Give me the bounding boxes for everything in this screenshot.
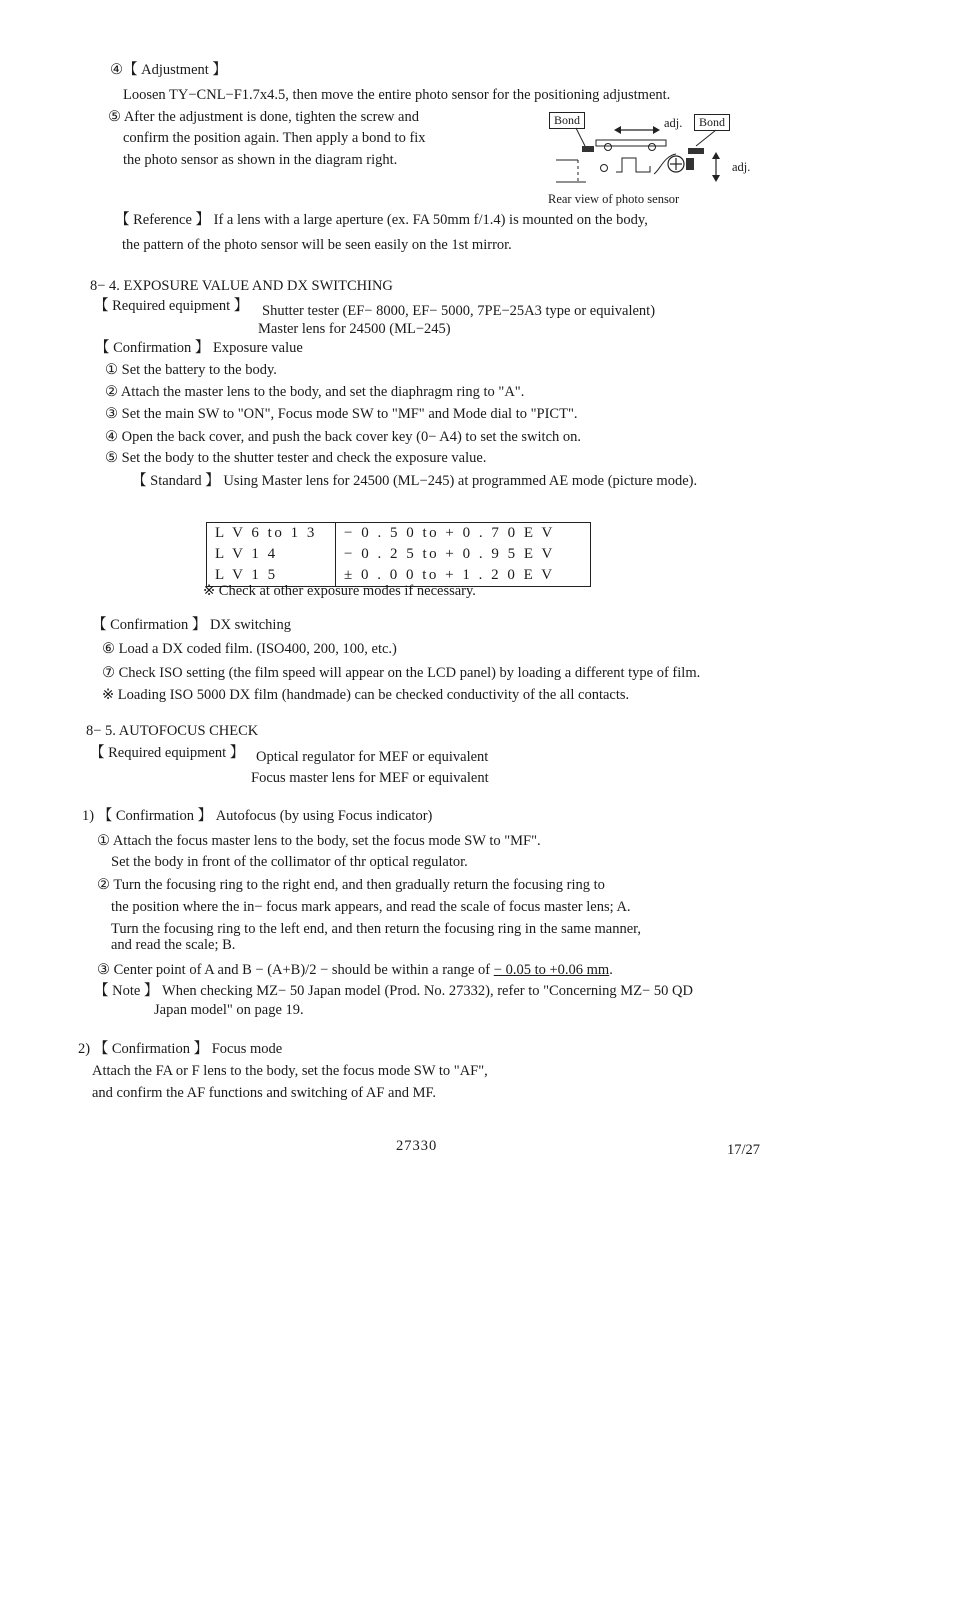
- table-row: [207, 523, 591, 545]
- reference-line-2: the pattern of the photo sensor will be seen easily on the 1st mirror.: [122, 237, 512, 253]
- photo-sensor-drawing: [556, 110, 746, 190]
- required-equipment-2-8-5: Focus master lens for MEF or equivalent: [251, 770, 489, 786]
- ev-tolerance-cell: − 0 . 2 5 to + 0 . 9 5 E V: [344, 546, 555, 562]
- step5-line-3: the photo sensor as shown in the diagram right.: [123, 152, 398, 168]
- exposure-step-3: ③ Set the main SW to "ON", Focus mode SW to "MF" and Mode dial to "PICT".: [105, 406, 578, 422]
- bond-label-right: Bond: [694, 114, 730, 131]
- required-equipment-1-8-5: Optical regulator for MEF or equivalent: [256, 749, 489, 765]
- step3-range: − 0.05 to +0.06 mm: [493, 962, 610, 978]
- dx-note: ※ Loading ISO 5000 DX film (handmade) can be checked conductivity of the all contacts.: [102, 687, 630, 703]
- required-equipment-2-8-4: Master lens for 24500 (ML−245): [258, 321, 451, 337]
- step3-suffix: .: [609, 962, 613, 978]
- standard-line: 【 Standard 】 Using Master lens for 24500 (ML−245) at programmed AE mode (picture mode).: [132, 473, 698, 489]
- autofocus-heading: 1) 【 Confirmation 】 Autofocus (by using Focus indicator): [82, 808, 433, 824]
- dx-step-6: ⑥ Load a DX coded film. (ISO400, 200, 100, etc.): [102, 641, 397, 657]
- required-equipment-label-8-4: 【 Required equipment 】: [94, 298, 249, 314]
- page-number: 17/27: [727, 1142, 761, 1158]
- focus-mode-line-2: and confirm the AF functions and switching of AF and MF.: [92, 1085, 436, 1101]
- section-8-4-heading: 8− 4. EXPOSURE VALUE AND DX SWITCHING: [90, 278, 393, 294]
- step5-line-1: ⑤ After the adjustment is done, tighten the screw and: [108, 109, 419, 125]
- autofocus-line-2: Set the body in front of the collimator of thr optical regulator.: [111, 854, 468, 870]
- focus-mode-line-1: Attach the FA or F lens to the body, set the focus mode SW to "AF",: [92, 1063, 488, 1079]
- diagram-caption: Rear view of photo sensor: [548, 192, 680, 206]
- required-equipment-label-8-5: 【 Required equipment 】: [90, 745, 245, 761]
- ev-range-cell: L V 6 to 1 3: [207, 523, 336, 545]
- confirmation-dx-heading: 【 Confirmation 】 DX switching: [92, 617, 291, 633]
- ev-tolerance-cell: ± 0 . 0 0 to + 1 . 2 0 E V: [344, 567, 555, 583]
- ev-tolerance-cell: − 0 . 5 0 to + 0 . 7 0 E V: [344, 525, 555, 541]
- autofocus-line-6: and read the scale; B.: [111, 937, 236, 953]
- bond-label-left: Bond: [549, 112, 585, 129]
- step5-line-2: confirm the position again. Then apply a bond to fix: [123, 130, 426, 146]
- adj-vertical-label: adj.: [732, 160, 751, 174]
- section-8-5-heading: 8− 5. AUTOFOCUS CHECK: [86, 723, 259, 739]
- dx-step-7: ⑦ Check ISO setting (the film speed will appear on the LCD panel) by loading a different type of film.: [102, 665, 701, 681]
- ev-range-cell: L V 1 5: [207, 565, 336, 587]
- adj-horizontal-label: adj.: [664, 116, 683, 130]
- table-note: ※ Check at other exposure modes if necessary.: [203, 583, 476, 599]
- required-equipment-1-8-4: Shutter tester (EF− 8000, EF− 5000, 7PE−25A3 type or equivalent): [262, 303, 656, 319]
- ev-range-cell: L V 1 4: [207, 544, 336, 565]
- step4-text: Loosen TY−CNL−F1.7x4.5, then move the entire photo sensor for the positioning adjustment.: [123, 87, 671, 103]
- autofocus-line-3: ② Turn the focusing ring to the right end, and then gradually return the focusing ring to: [97, 877, 605, 893]
- autofocus-step-3: [97, 961, 613, 979]
- exposure-step-4: ④ Open the back cover, and push the back cover key (0− A4) to set the switch on.: [105, 429, 582, 445]
- exposure-step-1: ① Set the battery to the body.: [105, 362, 277, 378]
- focus-mode-heading: 2) 【 Confirmation 】 Focus mode: [78, 1041, 283, 1057]
- doc-number: 27330: [396, 1138, 438, 1154]
- note-line-2: Japan model" on page 19.: [154, 1002, 304, 1018]
- table-row: [207, 544, 591, 565]
- exposure-step-5: ⑤ Set the body to the shutter tester and check the exposure value.: [105, 450, 487, 466]
- reference-line-1: 【 Reference 】 If a lens with a large aperture (ex. FA 50mm f/1.4) is mounted on the body,: [115, 212, 648, 228]
- exposure-value-table: [206, 522, 591, 587]
- exposure-step-2: ② Attach the master lens to the body, and set the diaphragm ring to "A".: [105, 384, 525, 400]
- step4-heading: ④【 Adjustment 】: [110, 62, 227, 78]
- autofocus-line-1: ① Attach the focus master lens to the body, set the focus mode SW to "MF".: [97, 833, 541, 849]
- note-line-1: 【 Note 】 When checking MZ− 50 Japan model (Prod. No. 27332), refer to "Concerning MZ− 50 QD: [94, 983, 693, 999]
- autofocus-line-5: Turn the focusing ring to the left end, and then return the focusing ring in the same manner,: [111, 921, 642, 937]
- step3-prefix: ③ Center point of A and B − (A+B)/2 − should be within a range of: [97, 962, 494, 978]
- autofocus-line-4: the position where the in− focus mark appears, and read the scale of focus master lens; A.: [111, 899, 631, 915]
- confirmation-exposure-heading: 【 Confirmation 】 Exposure value: [95, 340, 303, 356]
